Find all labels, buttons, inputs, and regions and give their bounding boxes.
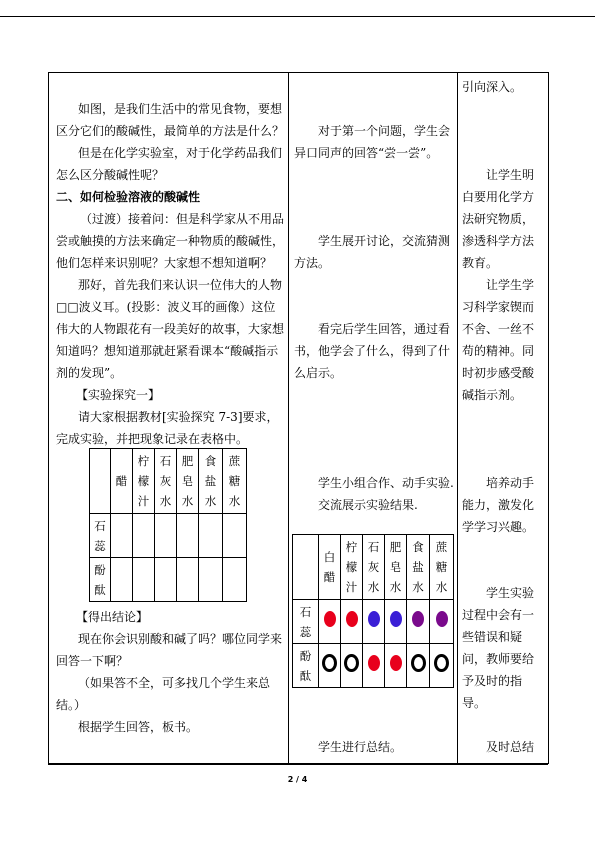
empty-cell [177, 514, 199, 558]
table-corner-cell [293, 535, 319, 600]
paragraph-line: 学生实验 [486, 586, 535, 600]
column-header: 肥皂水 [177, 449, 199, 514]
purple-dot [436, 611, 448, 627]
paragraph-line: 培养动手 [486, 476, 535, 490]
empty-cell [177, 558, 199, 602]
empty-cell [133, 558, 155, 602]
paragraph-line: □□波义耳。(投影：波义耳的画像）这位 [56, 300, 276, 314]
paragraph-line: 学生展开讨论，交流猜测 [318, 234, 451, 248]
result-table [292, 534, 454, 688]
empty-cell [223, 558, 247, 602]
paragraph-line: 问，教师要给 [462, 652, 535, 666]
paragraph-line: 让学生学 [486, 278, 535, 292]
column-header: 蔗糖水 [223, 449, 247, 514]
record-table [89, 448, 247, 602]
empty-cell [199, 558, 223, 602]
table-corner-cell [90, 449, 111, 514]
paragraph-line: 完成实验，并把现象记录在表格中。 [56, 432, 249, 446]
column-divider-1 [288, 72, 289, 764]
header-rule [0, 16, 595, 17]
red-dot [390, 655, 402, 671]
paragraph-line: 能力，激发化 [462, 498, 535, 512]
paragraph-line: 引向深入。 [462, 80, 523, 94]
result-cell [341, 600, 363, 644]
blue-dot [390, 611, 402, 627]
red-dot [368, 655, 380, 671]
paragraph-line: 导。 [462, 696, 487, 710]
paragraph-line: 么启示。 [294, 366, 343, 380]
paragraph-line: 请大家根据教材[实验探究 7-3]要求， [78, 410, 279, 424]
paragraph-line: 剂的发现”。 [56, 366, 123, 380]
paragraph-line: 时初步感受酸 [462, 366, 535, 380]
purple-dot [412, 611, 424, 627]
empty-cell [155, 558, 177, 602]
column-header: 食盐水 [407, 535, 430, 600]
paragraph-line: 回答一下啊？ [56, 654, 129, 668]
result-cell [407, 644, 430, 688]
red-dot [324, 611, 336, 627]
paragraph-line: 方法。 [294, 256, 331, 270]
paragraph-line: 碱指示剂。 [462, 388, 523, 402]
result-cell [430, 600, 454, 644]
red-dot [346, 611, 358, 627]
colorless-ring [434, 654, 449, 672]
paragraph-line: 予及时的指 [462, 674, 523, 688]
result-cell [385, 644, 407, 688]
paragraph-line: 些错误和疑 [462, 630, 523, 644]
column-header: 柠檬汁 [133, 449, 155, 514]
paragraph-line: 现在你会识别酸和碱了吗？哪位同学来 [78, 632, 283, 646]
paragraph-line: 他们怎样来识别呢？大家想不想知道啊？ [56, 256, 273, 270]
empty-cell [133, 514, 155, 558]
paragraph-line: 如图，是我们生活中的常见食物，要想 [78, 102, 283, 116]
paragraph-line: 交流展示实验结果. [318, 498, 418, 512]
paragraph-line: 白要用化学方 [462, 190, 535, 204]
paragraph-line: 法研究物质， [462, 212, 535, 226]
paragraph-line: 根据学生回答，板书。 [78, 720, 199, 734]
row-header: 石蕊 [90, 514, 111, 558]
result-cell [363, 600, 385, 644]
paragraph-line: 那好，首先我们来认识一位伟大的人物 [78, 278, 283, 292]
paragraph-line: 教育。 [462, 256, 499, 270]
paragraph-line: 学生进行总结。 [318, 740, 403, 754]
column-header: 柠檬汁 [341, 535, 363, 600]
paragraph-line: 异口同声的回答“尝一尝”。 [294, 146, 439, 160]
paragraph-line: 苟的精神。同 [462, 344, 535, 358]
table-bottom-rule [48, 764, 548, 765]
paragraph-line: 知道吗？想知道那就赶紧看课本“酸碱指示 [56, 344, 279, 358]
paragraph-line: 区分它们的酸碱性，最简单的方法是什么？ [56, 124, 285, 138]
colorless-ring [322, 654, 337, 672]
colorless-ring [411, 654, 426, 672]
paragraph-line: （如果答不全，可多找几个学生来总 [78, 676, 271, 690]
paragraph-line: 学生小组合作、动手实验. [318, 476, 454, 490]
result-cell [319, 600, 341, 644]
result-cell [319, 644, 341, 688]
empty-cell [223, 514, 247, 558]
paragraph-line: 怎么区分酸碱性呢？ [56, 168, 165, 182]
empty-cell [111, 514, 133, 558]
paragraph-line: 及时总结 [486, 740, 535, 754]
row-header: 酚酞 [293, 644, 319, 688]
column-header: 蔗糖水 [430, 535, 454, 600]
column-header: 食盐水 [199, 449, 223, 514]
row-header: 酚酞 [90, 558, 111, 602]
blue-dot [368, 611, 380, 627]
section-heading: 二、如何检验溶液的酸碱性 [56, 190, 201, 204]
paragraph-line: 让学生明 [486, 168, 535, 182]
paragraph-line: 过程中会有一 [462, 608, 535, 622]
paragraph-line: 尝或触摸的方法来确定一种物质的酸碱性， [56, 234, 285, 248]
experiment-label: 【实验探究一】 [76, 388, 161, 402]
column-divider-2 [457, 72, 458, 764]
result-cell [341, 644, 363, 688]
paragraph-line: 但是在化学实验室，对于化学药品我们 [78, 146, 283, 160]
empty-cell [111, 558, 133, 602]
paragraph-line: 看完后学生回答，通过看 [318, 322, 451, 336]
paragraph-line: 习科学家锲而 [462, 300, 535, 314]
empty-cell [199, 514, 223, 558]
result-cell [407, 600, 430, 644]
column-header: 肥皂水 [385, 535, 407, 600]
column-header: 白醋 [319, 535, 341, 600]
column-header: 石灰水 [155, 449, 177, 514]
paragraph-line: 渗透科学方法 [462, 234, 535, 248]
column-header: 石灰水 [363, 535, 385, 600]
paragraph-line: （过渡）接着问：但是科学家从不用品 [80, 212, 285, 226]
row-header: 石蕊 [293, 600, 319, 644]
result-cell [363, 644, 385, 688]
paragraph-line: 结。） [56, 698, 87, 712]
paragraph-line: 对于第一个问题，学生会 [318, 124, 451, 138]
paragraph-line: 书，他学会了什么，得到了什 [294, 344, 451, 358]
column-header: 醋 [111, 449, 133, 514]
empty-cell [155, 514, 177, 558]
colorless-ring [344, 654, 359, 672]
result-cell [385, 600, 407, 644]
paragraph-line: 伟大的人物跟花有一段美好的故事，大家想 [56, 322, 285, 336]
paragraph-line: 学学习兴趣。 [462, 520, 535, 534]
page-number: 2 / 4 [287, 775, 308, 784]
result-cell [430, 644, 454, 688]
conclusion-label: 【得出结论】 [76, 610, 149, 624]
paragraph-line: 不舍、一丝不 [462, 322, 535, 336]
